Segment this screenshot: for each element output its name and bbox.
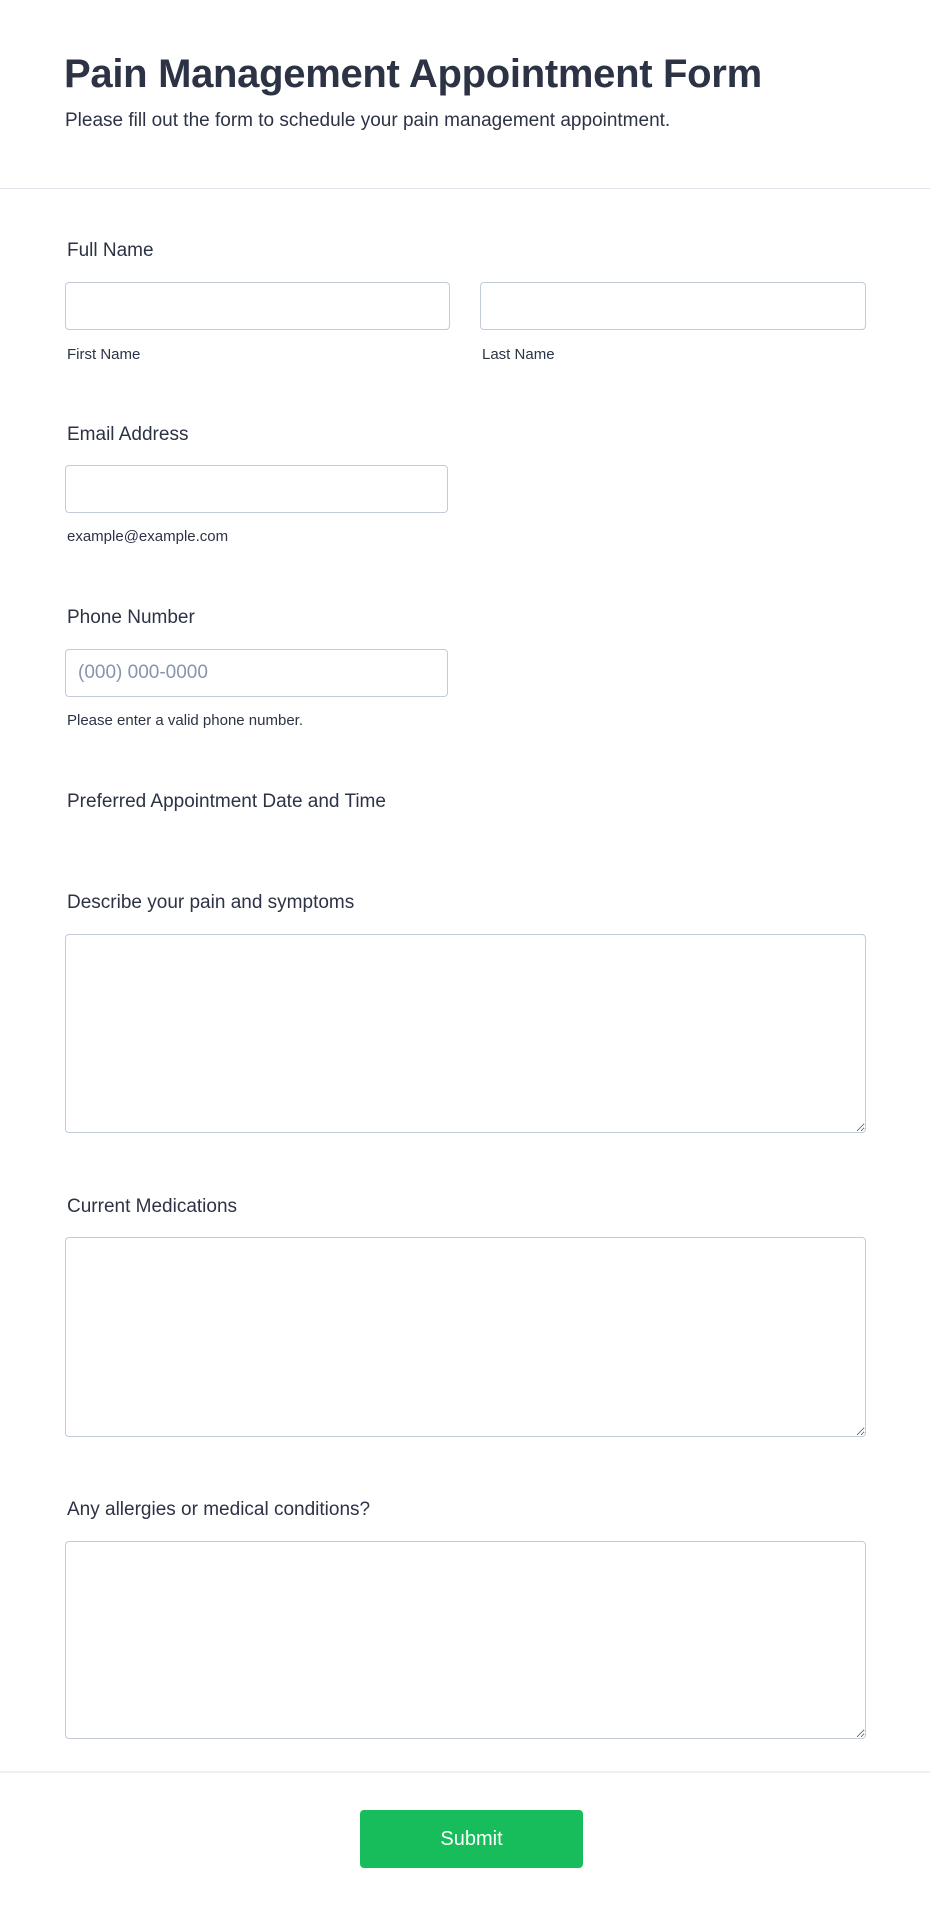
allergies-label: Any allergies or medical conditions?: [67, 1499, 371, 1520]
phone-label: Phone Number: [67, 607, 195, 628]
pain-textarea[interactable]: [65, 934, 866, 1133]
first-name-sublabel: First Name: [67, 346, 141, 363]
email-input[interactable]: [65, 465, 448, 513]
pain-label: Describe your pain and symptoms: [67, 892, 355, 913]
header-divider: [0, 188, 930, 189]
submit-button[interactable]: Submit: [360, 1810, 583, 1868]
email-label: Email Address: [67, 424, 189, 445]
page-title: Pain Management Appointment Form: [64, 52, 762, 96]
full-name-label: Full Name: [67, 240, 154, 261]
last-name-input[interactable]: [480, 282, 866, 330]
phone-hint: Please enter a valid phone number.: [67, 712, 303, 729]
phone-input[interactable]: [65, 649, 448, 697]
medications-label: Current Medications: [67, 1196, 238, 1217]
last-name-sublabel: Last Name: [482, 346, 555, 363]
first-name-input[interactable]: [65, 282, 450, 330]
page-subtitle: Please fill out the form to schedule your pain management appointment.: [65, 110, 671, 131]
medications-textarea[interactable]: [65, 1237, 866, 1437]
allergies-textarea[interactable]: [65, 1541, 866, 1739]
email-hint: example@example.com: [67, 528, 229, 545]
appointment-label: Preferred Appointment Date and Time: [67, 791, 386, 812]
